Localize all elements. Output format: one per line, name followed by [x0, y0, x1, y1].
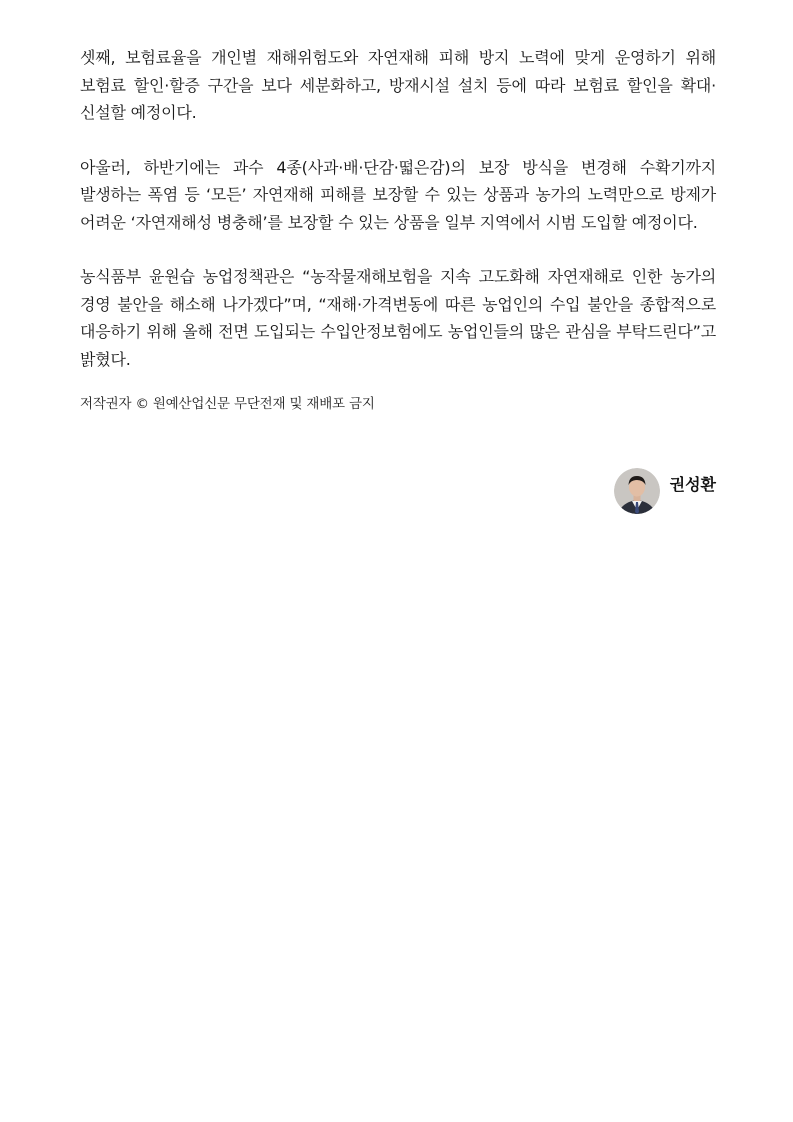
reporter-byline: [614, 468, 716, 514]
reporter-name[interactable]: 권성환: [669, 475, 716, 494]
article-paragraph-2: 아울러, 하반기에는 과수 4종(사과·배·단감·떫은감)의 보장 방식을 변경해 수확기까지 발생하는 폭염 등 ‘모든’ 자연재해 피해를 보장할 수 있는 상품과 농가의 노력만으로 방제가 어려운 ‘자연재해성 병충해’를 보장할 수 있는 상품을 일부 지역에서 시범 도입할 예정이다.: [80, 157, 716, 232]
article-paragraph-3: 농식품부 윤원습 농업정책관은 “농작물재해보험을 지속 고도화해 자연재해로 인한 농가의 경영 불안을 해소해 나가겠다”며, “재해·가격변동에 따른 농업인의 수입 불안을 종합적으로 대응하기 위해 올해 전면 도입되는 수입안정보험에도 농업인들의 많은 관심을 부탁드린다”고 밝혔다.: [80, 267, 716, 369]
reporter-avatar: [614, 468, 660, 514]
article-body: [80, 44, 716, 414]
copyright-notice: 저작권자 © 원예산업신문 무단전재 및 재배포 금지: [80, 396, 375, 412]
article-paragraph-1: 셋째, 보험료율을 개인별 재해위험도와 자연재해 피해 방지 노력에 맞게 운영하기 위해 보험료 할인·할증 구간을 보다 세분화하고, 방재시설 설치 등에 따라 보험료 할인을 확대·신설할 예정이다.: [80, 48, 716, 122]
